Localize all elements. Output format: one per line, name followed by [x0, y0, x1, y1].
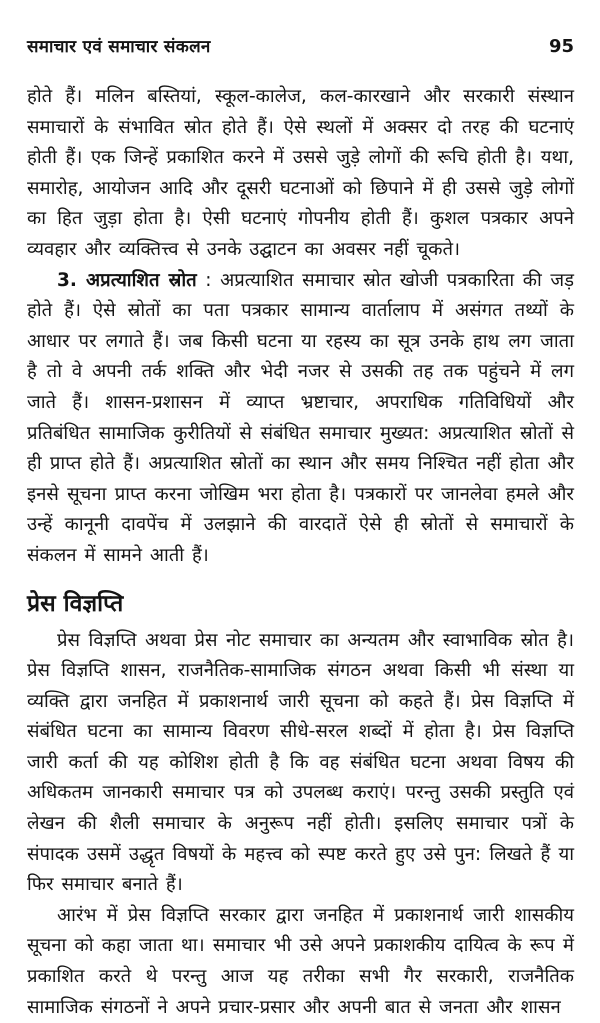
paragraph-unexpected-sources — [27, 266, 574, 572]
running-header — [27, 34, 574, 57]
page-number: 95 — [548, 36, 574, 57]
list-item-3-body: : अप्रत्याशित समाचार स्रोत खोजी पत्रकारिता की जड़ होते हैं। ऐसे स्रोतों का पता पत्रकार सामान्य वार्तालाप में असंगत तथ्यों के आधार पर लगाते हैं। जब किसी घटना या रहस्य का सूत्र उनके हाथ लग जाता है तो वे अपनी तर्क शक्ति और भेदी नजर से उसकी तह तक पहुंचने में लग जाते हैं। शासन-प्रशासन में व्याप्त भ्रष्टाचार, अपराधिक गतिविधियों और प्रतिबंधित सामाजिक कुरीतियों से संबंधित समाचार मुख्यत: अप्रत्याशित स्रोतों से ही प्राप्त होते हैं। अप्रत्याशित स्रोतों का स्थान और समय निश्चित नहीं होता और इनसे सूचना प्राप्त करना जोखिम भरा होता है। पत्रकारों पर जानलेवा हमले और उन्हें कानूनी दावपेंच में उलझाने की वारदातें ऐसे ही स्रोतों से समाचारों के संकलन में सामने आती हैं। — [27, 269, 575, 566]
section-heading-press-release: प्रेस विज्ञप्ति — [27, 590, 124, 617]
paragraph-press-release-2: आरंभ में प्रेस विज्ञप्ति सरकार द्वारा जनहित में प्रकाशनार्थ जारी शासकीय सूचना को कहा जाता था। समाचार भी उसे अपने प्रकाशकीय दायित्व के रूप में प्रकाशित करते थे परन्तु आज यह तरीका सभी गैर सरकारी, राजनैतिक सामाजिक संगठनों ने अपने प्रचार-प्रसार और अपनी बात से जनता और शासन — [27, 904, 574, 1018]
paragraph-press-release-1: प्रेस विज्ञप्ति अथवा प्रेस नोट समाचार का अन्यतम और स्वाभाविक स्रोत है। प्रेस विज्ञप्ति शासन, राजनैतिक-सामाजिक संगठन अथवा किसी भी संस्था या व्यक्ति द्वारा जनहित में प्रकाशनार्थ जारी सूचना को कहते हैं। प्रेस विज्ञप्ति में संबंधित घटना का सामान्य विवरण सीधे-सरल शब्दों में होता है। प्रेस विज्ञप्ति जारी कर्ता की यह कोशिश होती है कि वह संबंधित घटना अथवा विषय की अधिकतम जानकारी समाचार पत्र को उपलब्ध कराएं। परन्तु उसकी प्रस्तुति एवं लेखन की शैली समाचार के अनुरूप नहीं होती। इसलिए समाचार पत्रों के संपादक उसमें उद्धृत विषयों के महत्त्व को स्पष्ट करते हुए उसे पुन: लिखते हैं या फिर समाचार बनाते हैं। — [27, 629, 574, 896]
list-item-3-lead: 3. अप्रत्याशित स्रोत — [57, 269, 197, 291]
paragraph-continuation: होते हैं। मलिन बस्तियां, स्कूल-कालेज, कल-कारखाने और सरकारी संस्थान समाचारों के संभावित स्रोत होते हैं। ऐसे स्थलों में अक्सर दो तरह की घटनाएं होती हैं। एक जिन्हें प्रकाशित करने में उससे जुड़े लोगों की रूचि होती है। यथा, समारोह, आयोजन आदि और दूसरी घटनाओं को छिपाने में ही उससे जुड़े लोगों का हित जुड़ा होता है। ऐसी घटनाएं गोपनीय होती हैं। कुशल पत्रकार अपने व्यवहार और व्यक्तित्त्व से उनके उद्घाटन का अवसर नहीं चूकते। — [27, 86, 574, 260]
chapter-title: समाचार एवं समाचार संकलन — [27, 37, 211, 57]
